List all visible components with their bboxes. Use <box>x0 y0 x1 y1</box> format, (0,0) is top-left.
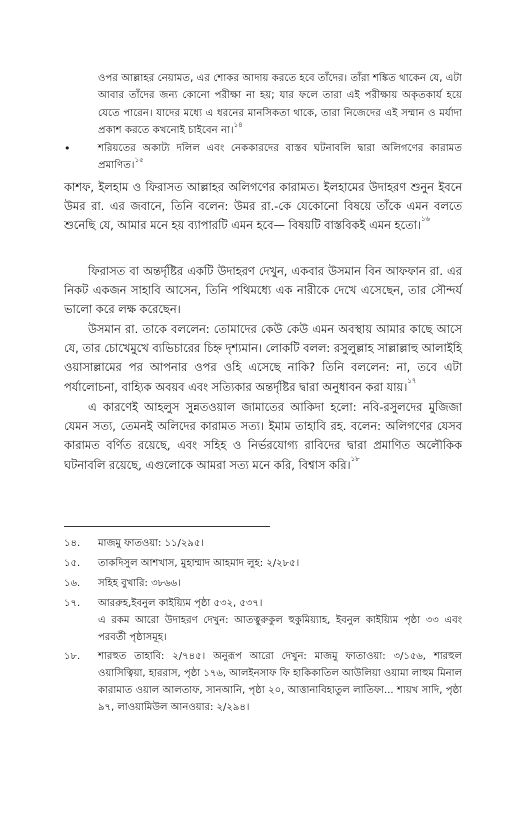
footnote-number: ১৭. <box>64 597 81 609</box>
footnote-item <box>64 596 462 647</box>
footnote-ref-14[interactable]: ১৪ <box>233 120 243 129</box>
footnote-number: ১৮. <box>64 651 81 663</box>
footnote-item <box>64 649 462 717</box>
footnote-ref-16[interactable]: ১৬ <box>421 215 431 224</box>
footnote-ref-17[interactable]: ১৭ <box>407 376 417 385</box>
bullet-point <box>64 140 462 175</box>
footnote-text: আররুহ,ইবনুল কাইয়্যিম পৃষ্ঠা ৫৩২, ৫৩৭। <box>98 597 263 609</box>
footnote-text: মাজমু ফাতওয়া: ১১/২৯৫। <box>98 538 204 549</box>
paragraph-firasat-example <box>64 262 462 320</box>
paragraph-kashf-ilham <box>64 178 462 236</box>
bullet-icon: • <box>64 142 71 155</box>
paragraph-text: এ কারণেই আহলুস সুন্নতওয়াল জামাতের আকিদা হলো: নবি-রসুলদের মুজিজা যেমন সত্য, তেমনই অলিদের কারামত সত্য। ইমাম তাহাবি রহ. বলেন: অলিগণের যেসব কারামত বর্ণিত রয়েছে, এবং সহিহ ও নির্ভরযোগ্য রাবিদের দ্বারা প্রমাণিত অলৌকিক ঘটনাবলি রয়েছে, এগুলোকে আমরা সত্য মনে করি, বিশ্বাস করি। <box>64 400 462 472</box>
footnote-number: ১৪. <box>64 538 81 549</box>
footnote-ref-15[interactable]: ১৫ <box>134 156 144 165</box>
paragraph-text: উসমান রা. তাকে বললেন: তোমাদের কেউ কেউ এমন অবস্থায় আমার কাছে আসে যে, তার চোখেমুখে ব্যভিচারের চিহ্ন দৃশ্যমান। লোকটি বলল: রসুলুল্লাহ সাল্লাল্লাহু আলাইহি ওয়াসাল্লামের পর আপনার ওপর ওহি এসেছে নাকি? তিনি বললেন: না, তবে এটা পর্যালোচনা, বাহ্যিক অবয়ব এবং সত্যিকার অন্তর্দৃষ্টির দ্বারা অনুধাবন করা যায়। <box>64 322 462 394</box>
footnote-item <box>64 536 462 553</box>
paragraph-text: কাশফ, ইলহাম ও ফিরাসত আল্লাহর অলিগণের কারামত। ইলহামের উদাহরণ শুনুন ইবনে উমর রা. এর জবানে, তিনি বলেন: উমর রা.-কে যেকোনো বিষয়ে তাঁকে এমন বলতে শুনেছি যে, আমার মনে হয় ব্যাপারটি এমন হবে— বিষয়টি বাস্তবিকই এমন হতো। <box>64 180 462 233</box>
footnote-number: ১৫. <box>64 557 81 569</box>
paragraph-aqidah <box>64 398 462 475</box>
quote-text: ওপর আল্লাহর নেয়ামত, এর শোকর আদায় করতে হবে তাঁদের। তাঁরা শঙ্কিত থাকেন যে, এটা আবার তাঁদের জন্য কোনো পরীক্ষা না হয়; যার ফলে তারা এই পরীক্ষায় অকৃতকার্য হয়ে যেতে পারেন। যাদের মধ্যে এ ধরনের মানসিকতা থাকে, তারা নিজেদের এই সম্মান ও মর্যাদা প্রকাশ করতে কখনোই চাইবেন না। <box>98 73 462 136</box>
footnote-item <box>64 576 462 593</box>
footnote-text: এ রকম আরো উদাহরণ দেখুন: আতত্বুরুকুল হুকুমিয়্যাহ, ইবনুল কাইয়্যিম পৃষ্ঠা ৩৩ এবং পরবর্তী পৃষ্ঠাসমূহ। <box>98 614 462 643</box>
bullet-text: শরিয়তের অকাট্য দলিল এবং নেককারদের বাস্তব ঘটনাবলি দ্বারা অলিগণের কারামত প্রমাণিত। <box>98 143 462 172</box>
paragraph-text: ফিরাসত বা অন্তর্দৃষ্টির একটি উদাহরণ দেখুন, একবার উসমান বিন আফফান রা. এর নিকট একজন সাহাবি আসেন, তিনি পথিমধ্যে এক নারীকে দেখে এসেছেন, তার সৌন্দর্য ভালো করে লক্ষ করেছেন। <box>64 264 462 317</box>
footnote-text: সহিহ বুখারি: ৩৮৬৬। <box>98 577 181 589</box>
footnote-item <box>64 556 462 573</box>
footnotes-section <box>64 536 462 720</box>
footnote-ref-18[interactable]: ১৮ <box>350 454 360 463</box>
footnote-number: ১৬. <box>64 577 81 589</box>
footnote-text: তাকদিসুল আশখাস, মুহাম্মাদ আহমাদ লুহ: ২/২৮৫। <box>98 557 300 569</box>
footnote-text: শারহুত তাহাবি: ২/৭৪৫। অনুরূপ আরো দেখুন: মাজমু ফাতাওয়া: ৩/১৫৬, শারহুল ওয়াসিত্বিয়া, হাররাস, পৃষ্ঠা ১৭৬, আলইনসাফ ফি হাকিকাতিল আউলিয়া ওয়ামা লাহুম মিনাল কারামাত ওয়াল আলতাফ, সানআনি, পৃষ্ঠা ২০, আত্তানাবিহাতুল লাতিফা... শায়খ সাদি, পৃষ্ঠা ৯৭, লাওয়ামিউল আনওয়ার: ২/২৯৪। <box>98 651 462 714</box>
indented-quote-block <box>98 70 462 139</box>
footnote-divider <box>64 526 270 527</box>
paragraph-uthman-response <box>64 320 462 397</box>
